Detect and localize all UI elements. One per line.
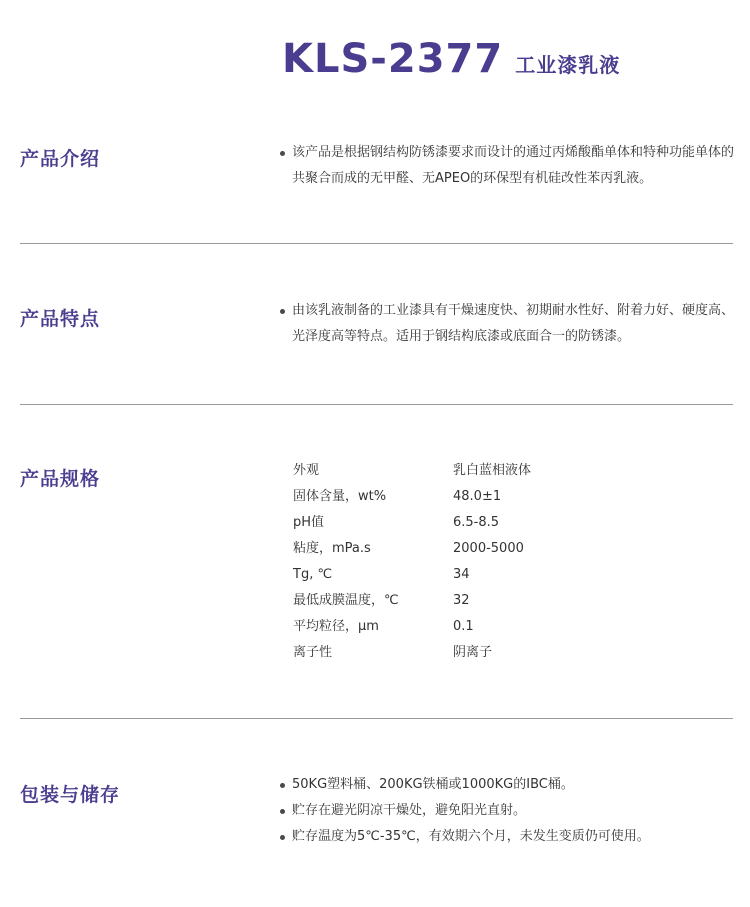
spec-value: 32: [453, 593, 470, 608]
spec-value: 48.0±1: [453, 489, 502, 504]
divider: [20, 243, 733, 244]
storage-bullet: 贮存温度为5℃-35℃，有效期六个月，未发生变质仍可使用。: [276, 824, 736, 850]
divider: [20, 718, 733, 719]
page-header: [282, 36, 620, 82]
spec-row: [293, 510, 653, 536]
spec-label: 外观: [293, 463, 320, 478]
intro-bullet: 该产品是根据钢结构防锈漆要求而设计的通过丙烯酸酯单体和特种功能单体的共聚合而成的无甲醛、无APEO的环保型有机硅改性苯丙乳液。: [276, 140, 736, 192]
spec-row: [293, 640, 653, 666]
features-bullet: 由该乳液制备的工业漆具有干燥速度快、初期耐水性好、附着力好、硬度高、光泽度高等特点。适用于钢结构底漆或底面合一的防锈漆。: [276, 298, 736, 350]
spec-label: 最低成膜温度，℃: [293, 593, 399, 608]
section-title-features: 产品特点: [20, 308, 101, 330]
storage-bullet: 贮存在避光阴凉干燥处，避免阳光直射。: [276, 798, 736, 824]
section-title-storage: 包装与储存: [20, 784, 121, 806]
product-code: KLS-2377: [282, 36, 504, 82]
section-title-intro: 产品介绍: [20, 148, 101, 170]
divider: [20, 404, 733, 405]
storage-bullet: 50KG塑料桶、200KG铁桶或1000KG的IBC桶。: [276, 772, 736, 798]
spec-label: pH值: [293, 515, 325, 530]
spec-row: [293, 458, 653, 484]
section-title-specs: 产品规格: [20, 468, 101, 490]
features-bullets: [276, 298, 736, 350]
spec-value: 0.1: [453, 619, 474, 634]
spec-label: Tg, ℃: [293, 567, 333, 582]
spec-row: [293, 484, 653, 510]
spec-label: 粘度，mPa.s: [293, 541, 371, 556]
spec-value: 阴离子: [453, 645, 493, 660]
spec-row: [293, 588, 653, 614]
spec-value: 乳白蓝相液体: [453, 463, 532, 478]
intro-bullets: [276, 140, 736, 192]
spec-label: 固体含量，wt%: [293, 489, 387, 504]
product-name: 工业漆乳液: [515, 53, 621, 77]
spec-label: 平均粒径，μm: [293, 619, 379, 634]
spec-value: 2000-5000: [453, 541, 524, 556]
spec-row: [293, 614, 653, 640]
spec-table: [293, 458, 653, 666]
spec-value: 34: [453, 567, 470, 582]
spec-value: 6.5-8.5: [453, 515, 500, 530]
spec-row: [293, 536, 653, 562]
spec-label: 离子性: [293, 645, 333, 660]
spec-row: [293, 562, 653, 588]
storage-bullets: [276, 772, 736, 850]
